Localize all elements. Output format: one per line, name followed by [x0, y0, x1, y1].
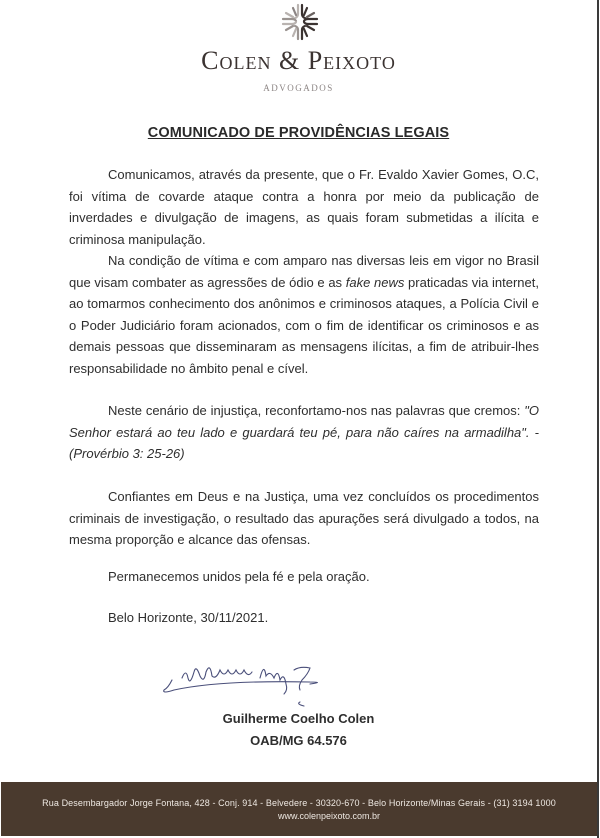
paragraph-2-text-b: praticadas via internet, ao tomarmos conhecimento dos anônimos e criminosos ataques, a Polícia Civil e o Poder Judiciário foram acionados, com o fim de identificar os criminosos e as demais pessoas que disseminaram as mensagens ilícitas, a fim de atribuir-lhes responsabilidade no âmbito penal e cível.	[69, 274, 539, 376]
handwritten-signature	[160, 650, 370, 710]
paragraph-2-italic: fake news	[345, 274, 405, 290]
paragraph-3	[69, 400, 539, 465]
firm-name: Colen & Peixoto	[201, 46, 396, 75]
page-border-right	[597, 0, 599, 838]
footer-address: Rua Desembargador Jorge Fontana, 428 - Conj. 914 - Belvedere - 30320-670 - Belo Horizonte/Minas Gerais - (31) 3194 1000	[42, 798, 556, 808]
paragraph-1-text: Comunicamos, através da presente, que o Fr. Evaldo Xavier Gomes, O.C, foi vítima de covarde ataque contra a honra por meio da publicação de inverdades e divulgação de imagens, as quais foram submetidas a ilícita e criminosa manipulação.	[69, 167, 539, 247]
letterhead-footer	[1, 782, 597, 836]
paragraph-4-text: Confiantes em Deus e na Justiça, uma vez concluídos os procedimentos criminais de investigação, o resultado das apurações será divulgado a todos, na mesma proporção e alcance das ofensas.	[69, 489, 539, 547]
signer-oab-number: OAB/MG 64.576	[250, 733, 347, 748]
footer-website[interactable]: www.colenpeixoto.com.br	[277, 811, 381, 821]
place-date	[69, 607, 539, 629]
paragraph-3-text: Neste cenário de injustiça, reconfortamo-nos nas palavras que cremos:	[108, 403, 525, 418]
document-title: COMUNICADO DE PROVIDÊNCIAS LEGAIS	[147, 125, 450, 141]
firm-subtitle: ADVOGADOS	[263, 83, 334, 93]
paragraph-4	[69, 486, 539, 551]
paragraph-1	[69, 164, 539, 250]
starburst-logo-icon	[279, 2, 321, 42]
paragraph-3-quote: "O Senhor estará ao teu lado e guardará teu pé, para não caíres na armadilha". - (Provérbio 3: 25-26)	[69, 403, 539, 461]
paragraph-5	[69, 566, 539, 588]
place-date-text: Belo Horizonte, 30/11/2021.	[108, 610, 269, 625]
paragraph-2-text-a: Na condição de vítima e com amparo nas diversas leis em vigor no Brasil que visam combater as agressões de ódio e as	[69, 253, 539, 290]
paragraph-2	[69, 250, 539, 379]
signer-name: Guilherme Coelho Colen	[222, 711, 375, 726]
paragraph-5-text: Permanecemos unidos pela fé e pela oração.	[108, 569, 370, 584]
